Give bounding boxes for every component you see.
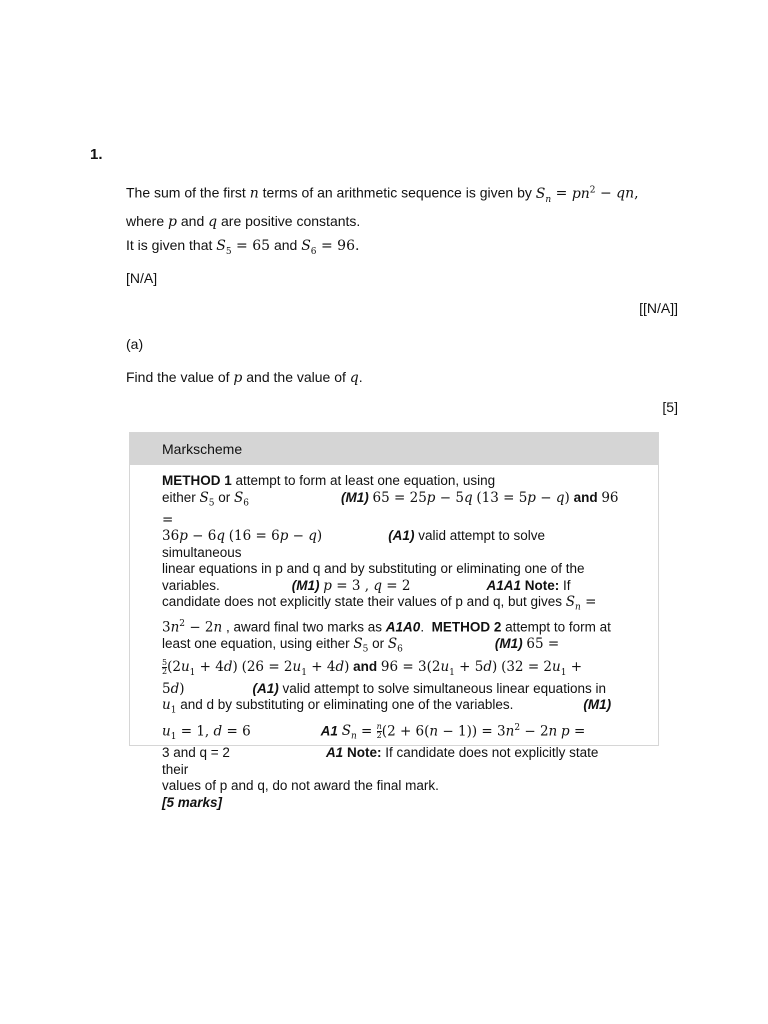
part-a-prompt: Find the value of p and the value of q. <box>126 369 363 386</box>
given-values: It is given that $S_5 = 65$ and $S_6 = 96$. <box>126 237 360 257</box>
markscheme-box <box>129 432 659 810</box>
part-a-label: (a) <box>126 336 144 352</box>
placeholder-text: [N/A] <box>126 270 158 286</box>
placeholder-marks: [[N/A]] <box>639 300 678 316</box>
markscheme-body: METHOD 1 attempt to form at least one equation, using either $S_5$ or $S_6$ (M1) 65 = 25p − 5q (13 = 5p − q) and 96 = 36p − 6q (16 = 6p − q) (A1) valid attempt to solve simultaneous linear equations in p and q and by substituting or eliminating one of the variables. (M1) p = 3 , q = 2 A1A1 Note: If candidate does not explicitly state their values of p and q, but gives $S_n$ = $3n^2 - 2n$ , award final two marks as A1A0. METHOD 2 attempt to form at least one equation, using either $S_5$ or $S_6$ (M1) 65 = $\frac{5}{2}$ $(2u_1 + 4d) (26 = 2u_1 + 4d)$ and $96 = 3(2u_1 + 5d) (32 = 2u_1$ + 5d) (A1) valid attempt to solve simultaneous linear equations in $u_1$ and d by substituting or eliminating one of the variables. (M1) $u_1 = 1$, d = 6 A1 $S_n$ = $\frac{n}{2}$ $(2 + 6(n - 1)) = 3n^2 - 2n$ p = 3 and q = 2 A1 Note: If candidate does not explicitly state their values of p and q, do not award the final mark. [5 marks] <box>130 465 658 811</box>
question-stem: The sum of the first n terms of an arithmetic sequence is given by $S_n = pn^2$ − qn, where p and q are positive constants. <box>126 184 639 231</box>
part-a-marks: [5] <box>662 399 678 415</box>
markscheme-total: [5 marks] <box>162 794 223 810</box>
markscheme-header: Markscheme <box>130 433 658 465</box>
question-number: 1. <box>90 146 103 163</box>
